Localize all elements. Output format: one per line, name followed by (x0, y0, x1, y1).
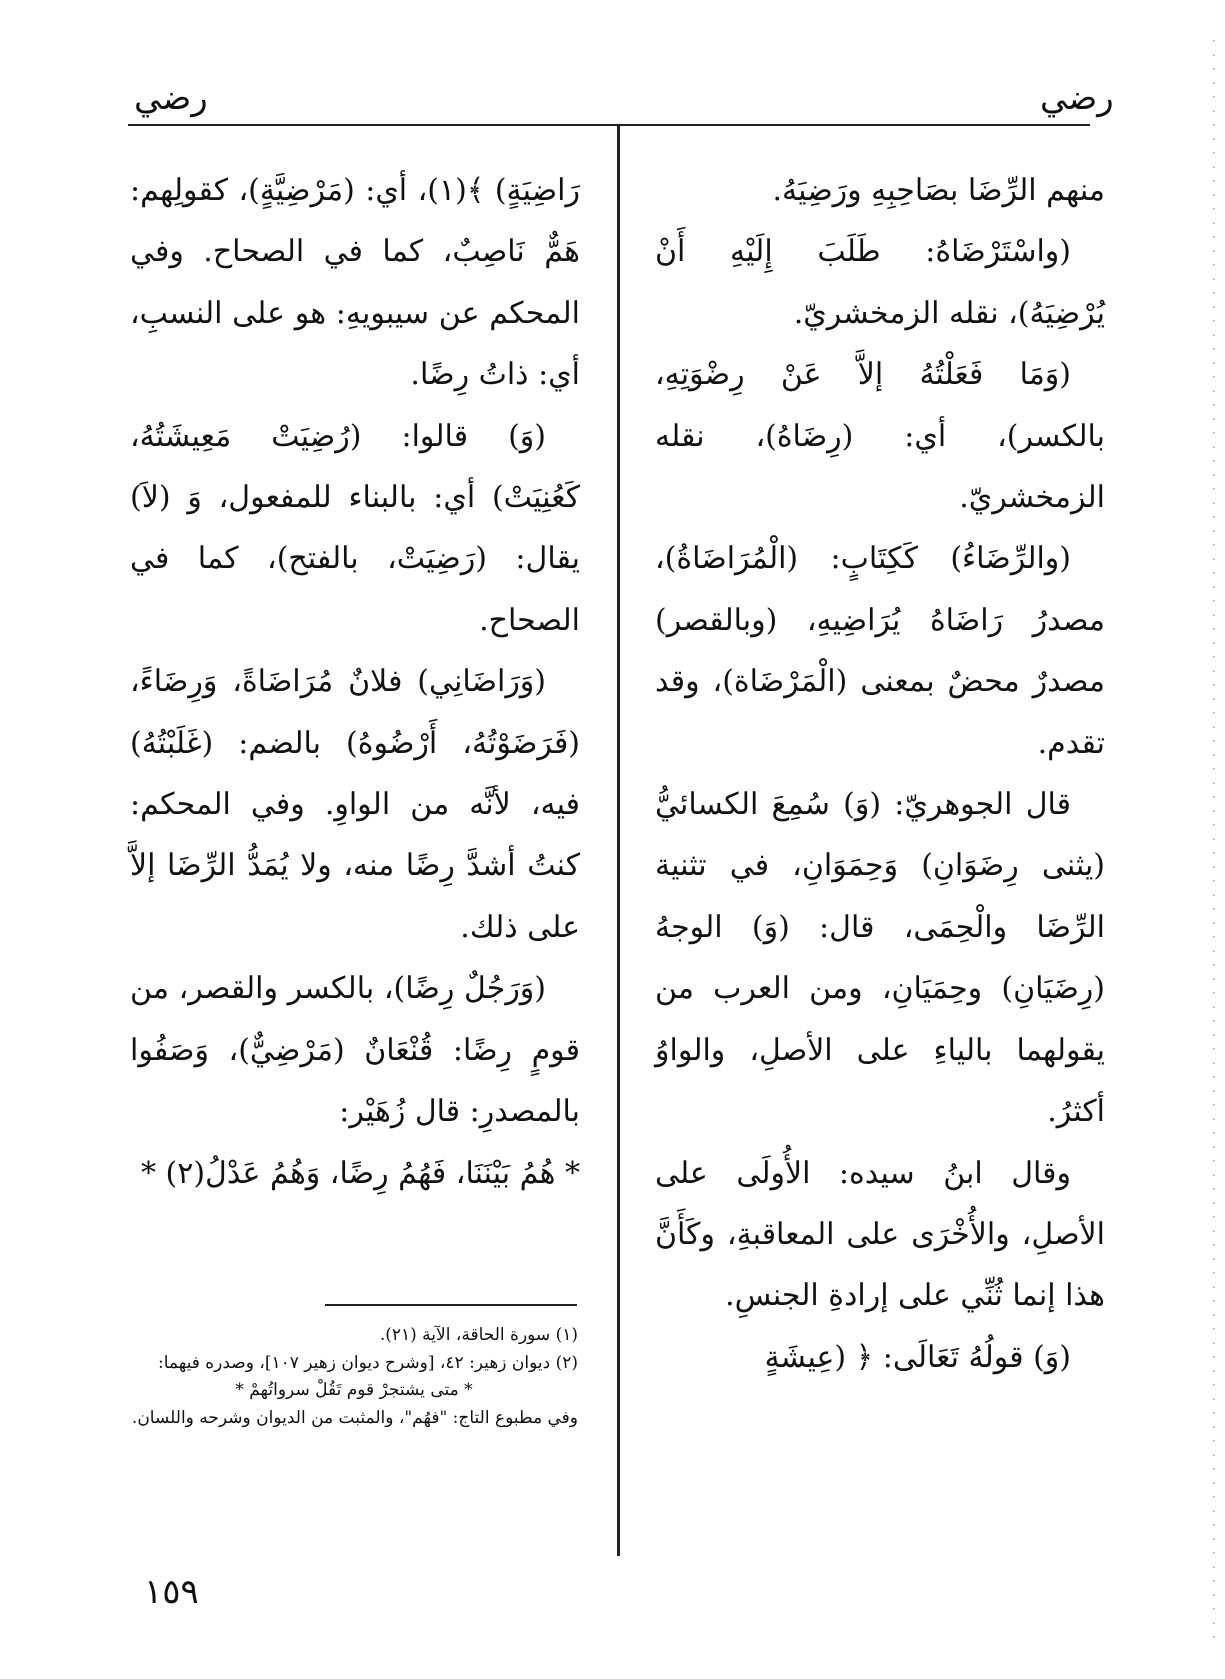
poetry-verse: * هُمُ بَيْنَنَا، فَهُمُ رِضًا، وَهُمُ عَدْلُ(٢) * (140, 1155, 580, 1191)
left-column (130, 160, 580, 1204)
footnote-rule (325, 1304, 577, 1306)
footnote: (١) سورة الحاقة، الآية (٢١). (379, 1325, 578, 1345)
header-rule (128, 124, 1090, 126)
paragraph: (وَرَاضَانِي) فلانٌ مُرَاضَاةً، وَرِضَاءً، (فَرَضَوْتُهُ، أَرْضُوهُ) بالضم: (غَلَبْتُهُ) فيه، لأنَّه من الواوِ. وفي المحكم: كنتُ أشدَّ رِضًا منه، ولا يُمَدُّ الرِّضَا إلاَّ على ذلك. (130, 664, 580, 945)
header-entry-right: رضي (1040, 78, 1114, 118)
right-column (655, 160, 1105, 1388)
page-number: ١٥٩ (144, 1572, 199, 1612)
paragraph: (وَمَا فَعَلْتُهُ إلاَّ عَنْ رِضْوَتِهِ، بالكسر)، أي: (رِضَاهُ)، نقله الزمخشريّ. (655, 357, 1105, 516)
paragraph: (واسْتَرْضَاهُ: طَلَبَ إِلَيْهِ أَنْ يُرْضِيَهُ)، نقله الزمخشريّ. (655, 234, 1105, 331)
paragraph: (والرِّضَاءُ) كَكِتَابٍ: (الْمُرَاضَاةُ)، مصدرُ رَاضَاهُ يُرَاضِيهِ، (وبالقصر) مصدرٌ محضٌ بمعنى (الْمَرْضَاة)، وقد تقدم. (655, 541, 1105, 761)
footnote: (٢) ديوان زهير: ٤٢، [وشرح ديوان زهير ١٠٧]، وصدره فيهما: (158, 1352, 578, 1373)
paragraph: قال الجوهريّ: (وَ) سُمِعَ الكسائيُّ (يثنى رِضَوَانِ) وَحِمَوَانِ، في تثنية الرِّضَا والْحِمَى، قال: (وَ) الوجهُ (رِضَيَانِ) وحِمَيَانِ، ومن العرب من يقولهما بالياءِ على الأصلِ، والواوُ أكثرُ. (655, 787, 1105, 1130)
paragraph: (وَرَجُلٌ رِضًا)، بالكسر والقصر، من قومٍ رِضًا: قُنْعَانٌ (مَرْضِيٌّ)، وَصَفُوا بالمصدرِ: قال زُهَيْر: (130, 971, 580, 1130)
footnotes (130, 1322, 578, 1432)
footnote-verse: * متى يشتجرْ قوم تَقُلْ سرواتُهمْ * (235, 1380, 473, 1400)
footnote: وفي مطبوع التاج: "فهُم"، والمثبت من الديوان وشرحه واللسان. (131, 1407, 578, 1428)
header-entry-left: رضي (134, 78, 208, 118)
paragraph: (وَ) قالوا: (رُضِيَتْ مَعِيشَتُهُ، كَعُنِيَتْ) أي: بالبناء للمفعول، وَ (لاَ) يقال: (رَضِيَتْ، بالفتح)، كما في الصحاح. (130, 418, 580, 638)
column-divider (617, 126, 620, 1556)
paragraph: رَاضِيَةٍ) ﴾(١)، أي: (مَرْضِيَّةٍ)، كقولِهم: هَمٌّ نَاصِبٌ، كما في الصحاح. وفي المحكم عن سيبويهِ: هو على النسبِ، أي: ذاتُ رِضًا. (130, 173, 580, 393)
paragraph: منهم الرِّضَا بصَاحِبِهِ ورَضِيَهُ. (772, 173, 1105, 208)
paragraph: (وَ) قولُهُ تَعَالَى: ﴿ (عِيشَةٍ (764, 1339, 1071, 1375)
paragraph: وقال ابنُ سيده: الأُولَى على الأصلِ، والأُخْرَى على المعاقبةِ، وكَأَنَّ هذا إنما ثُنِّي على إرادةِ الجنسِ. (655, 1155, 1105, 1314)
scan-edge-dots (1213, 40, 1215, 1640)
